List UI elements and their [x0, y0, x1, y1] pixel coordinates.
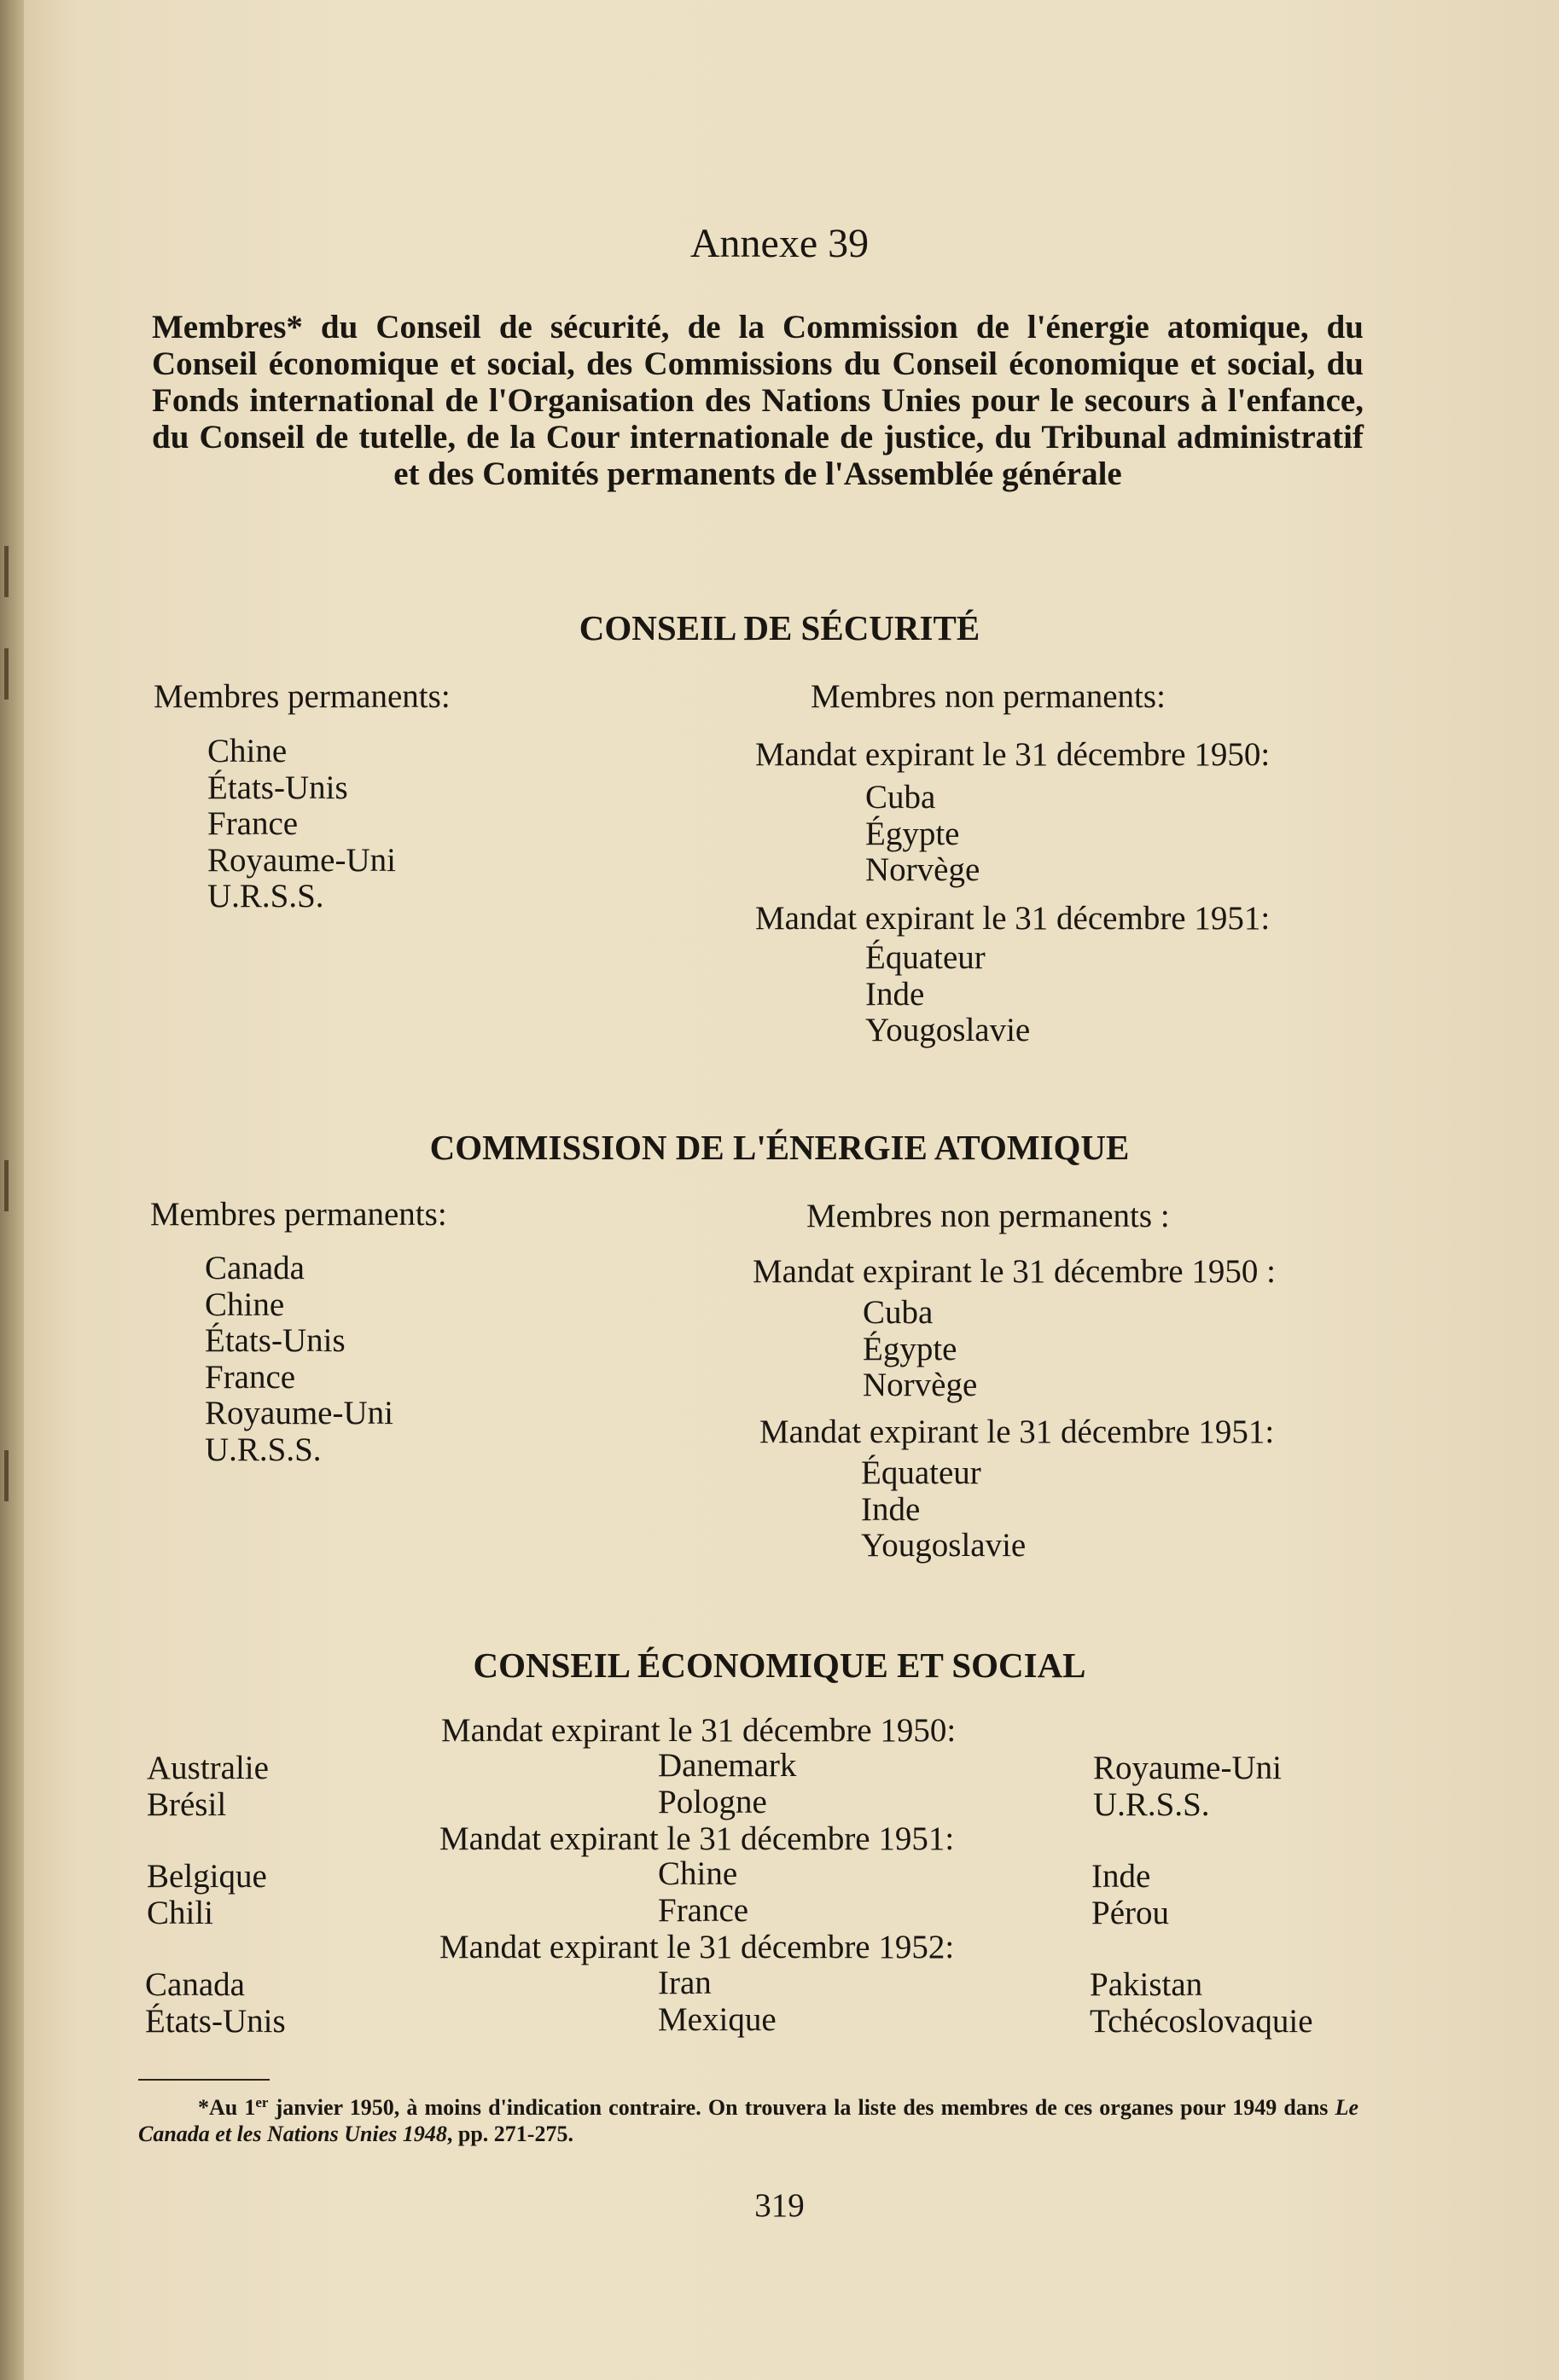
- list-item: Cuba: [863, 1294, 934, 1331]
- list-item: Inde: [861, 1490, 921, 1528]
- section-heading-atomic-energy: COMMISSION DE L'ÉNERGIE ATOMIQUE: [429, 1128, 1130, 1167]
- list-item: Mexique: [658, 2000, 777, 2038]
- footnote-rule: [138, 2079, 270, 2081]
- ecosoc-term-1951-col1: [147, 1859, 267, 1931]
- margin-mark: [4, 648, 9, 699]
- list-item: Pakistan: [1090, 1966, 1203, 2003]
- security-permanent-label: Membres permanents:: [154, 678, 451, 715]
- ecosoc-term-1950-col2: [658, 1748, 796, 1820]
- atomic-term-1951-label: Mandat expirant le 31 décembre 1951:: [759, 1413, 1275, 1450]
- list-item: Royaume-Uni: [205, 1395, 393, 1431]
- list-item: U.R.S.S.: [207, 878, 324, 914]
- atomic-permanent-label: Membres permanents:: [150, 1196, 447, 1233]
- list-item: Chine: [207, 733, 288, 769]
- footnote-text: janvier 1950, à moins d'indication contraire. On trouvera la liste des membres de ces organes pour 1949 dans: [268, 2095, 1335, 2120]
- list-item: Norvège: [865, 851, 980, 888]
- list-item: États-Unis: [207, 769, 348, 806]
- list-item: France: [658, 1891, 749, 1929]
- list-item: U.R.S.S.: [205, 1431, 322, 1468]
- ecosoc-term-1950-col3: [1093, 1750, 1282, 1823]
- list-item: Inde: [1091, 1858, 1151, 1895]
- list-item: Chine: [205, 1286, 285, 1323]
- section-heading-ecosoc: CONSEIL ÉCONOMIQUE ET SOCIAL: [473, 1646, 1086, 1685]
- list-item: Canada: [205, 1250, 305, 1286]
- margin-mark: [4, 1450, 9, 1501]
- security-permanent-list: [207, 734, 396, 915]
- ecosoc-term-1951-col2: [658, 1856, 748, 1929]
- atomic-permanent-list: [205, 1251, 393, 1468]
- list-item: Chili: [147, 1894, 214, 1931]
- ecosoc-term-label: Mandat expirant le 31 décembre 1950:: [441, 1712, 957, 1749]
- list-item: Brésil: [147, 1785, 227, 1823]
- margin-mark: [4, 1160, 9, 1211]
- ecosoc-term-label: Mandat expirant le 31 décembre 1952:: [439, 1929, 955, 1965]
- list-item: Norvège: [863, 1367, 978, 1403]
- page-number: 319: [754, 2187, 805, 2224]
- list-item: Yougoslavie: [861, 1527, 1027, 1564]
- ecosoc-term-1952-col1: [145, 1967, 286, 2040]
- security-non-permanent-label: Membres non permanents:: [811, 678, 1166, 715]
- main-title: Membres* du Conseil de sécurité, de la Commission de l'énergie atomique, du Conseil économique et social, des Commissions du Conseil économique et social, du Fonds international de l'Organisation des Nations Unies pour le secours à l'enfance, du Conseil de tutelle, de la Cour internationale de justice, du Tribunal administratif et des Comités permanents de l'Assemblée générale: [152, 309, 1364, 492]
- atomic-non-permanent-label: Membres non permanents :: [806, 1198, 1170, 1234]
- list-item: Iran: [658, 1965, 712, 2001]
- list-item: Équateur: [865, 939, 986, 976]
- margin-mark: [4, 546, 9, 597]
- list-item: Cuba: [865, 779, 936, 816]
- ecosoc-term-1950-col1: [147, 1750, 269, 1823]
- list-item: Australie: [147, 1750, 269, 1786]
- atomic-term-1950-list: [863, 1295, 977, 1404]
- security-term-1950-label: Mandat expirant le 31 décembre 1950:: [755, 736, 1271, 773]
- section-heading-security-council: CONSEIL DE SÉCURITÉ: [579, 608, 980, 647]
- list-item: Équateur: [861, 1454, 981, 1491]
- list-item: Égypte: [863, 1330, 957, 1367]
- list-item: France: [207, 805, 299, 842]
- security-term-1950-list: [865, 780, 980, 889]
- ecosoc-term-1951-col3: [1091, 1859, 1169, 1931]
- ecosoc-term-1952-col2: [658, 1965, 777, 2038]
- list-item: Belgique: [147, 1858, 267, 1895]
- footnote-book-title: Le Canada et les Nations Unies 1948: [138, 2095, 1358, 2146]
- annex-title: Annexe 39: [689, 221, 870, 266]
- list-item: Pologne: [658, 1783, 767, 1820]
- list-item: Royaume-Uni: [207, 841, 396, 879]
- list-item: Chine: [658, 1855, 738, 1892]
- ecosoc-term-1952-col3: [1090, 1967, 1313, 2040]
- list-item: Yougoslavie: [865, 1012, 1031, 1048]
- list-item: Pérou: [1091, 1894, 1169, 1931]
- footnote-superscript: er: [255, 2094, 269, 2110]
- security-term-1951-label: Mandat expirant le 31 décembre 1951:: [755, 900, 1271, 937]
- list-item: Inde: [865, 975, 925, 1013]
- ecosoc-term-label: Mandat expirant le 31 décembre 1951:: [439, 1820, 955, 1857]
- footnote-pages: , pp. 271-275.: [446, 2122, 573, 2146]
- list-item: Danemark: [658, 1747, 797, 1784]
- list-item: États-Unis: [145, 2002, 286, 2040]
- list-item: Tchécoslovaquie: [1090, 2002, 1313, 2040]
- security-term-1951-list: [865, 940, 1030, 1049]
- footnote-prefix: *Au 1: [198, 2095, 256, 2120]
- list-item: Royaume-Uni: [1093, 1750, 1282, 1786]
- list-item: Canada: [145, 1966, 245, 2003]
- atomic-term-1951-list: [861, 1455, 1026, 1564]
- atomic-term-1950-label: Mandat expirant le 31 décembre 1950 :: [753, 1253, 1276, 1290]
- list-item: France: [205, 1358, 296, 1396]
- list-item: Égypte: [865, 815, 960, 852]
- list-item: États-Unis: [205, 1322, 346, 1359]
- footnote: [138, 2094, 1358, 2147]
- list-item: U.R.S.S.: [1093, 1785, 1210, 1823]
